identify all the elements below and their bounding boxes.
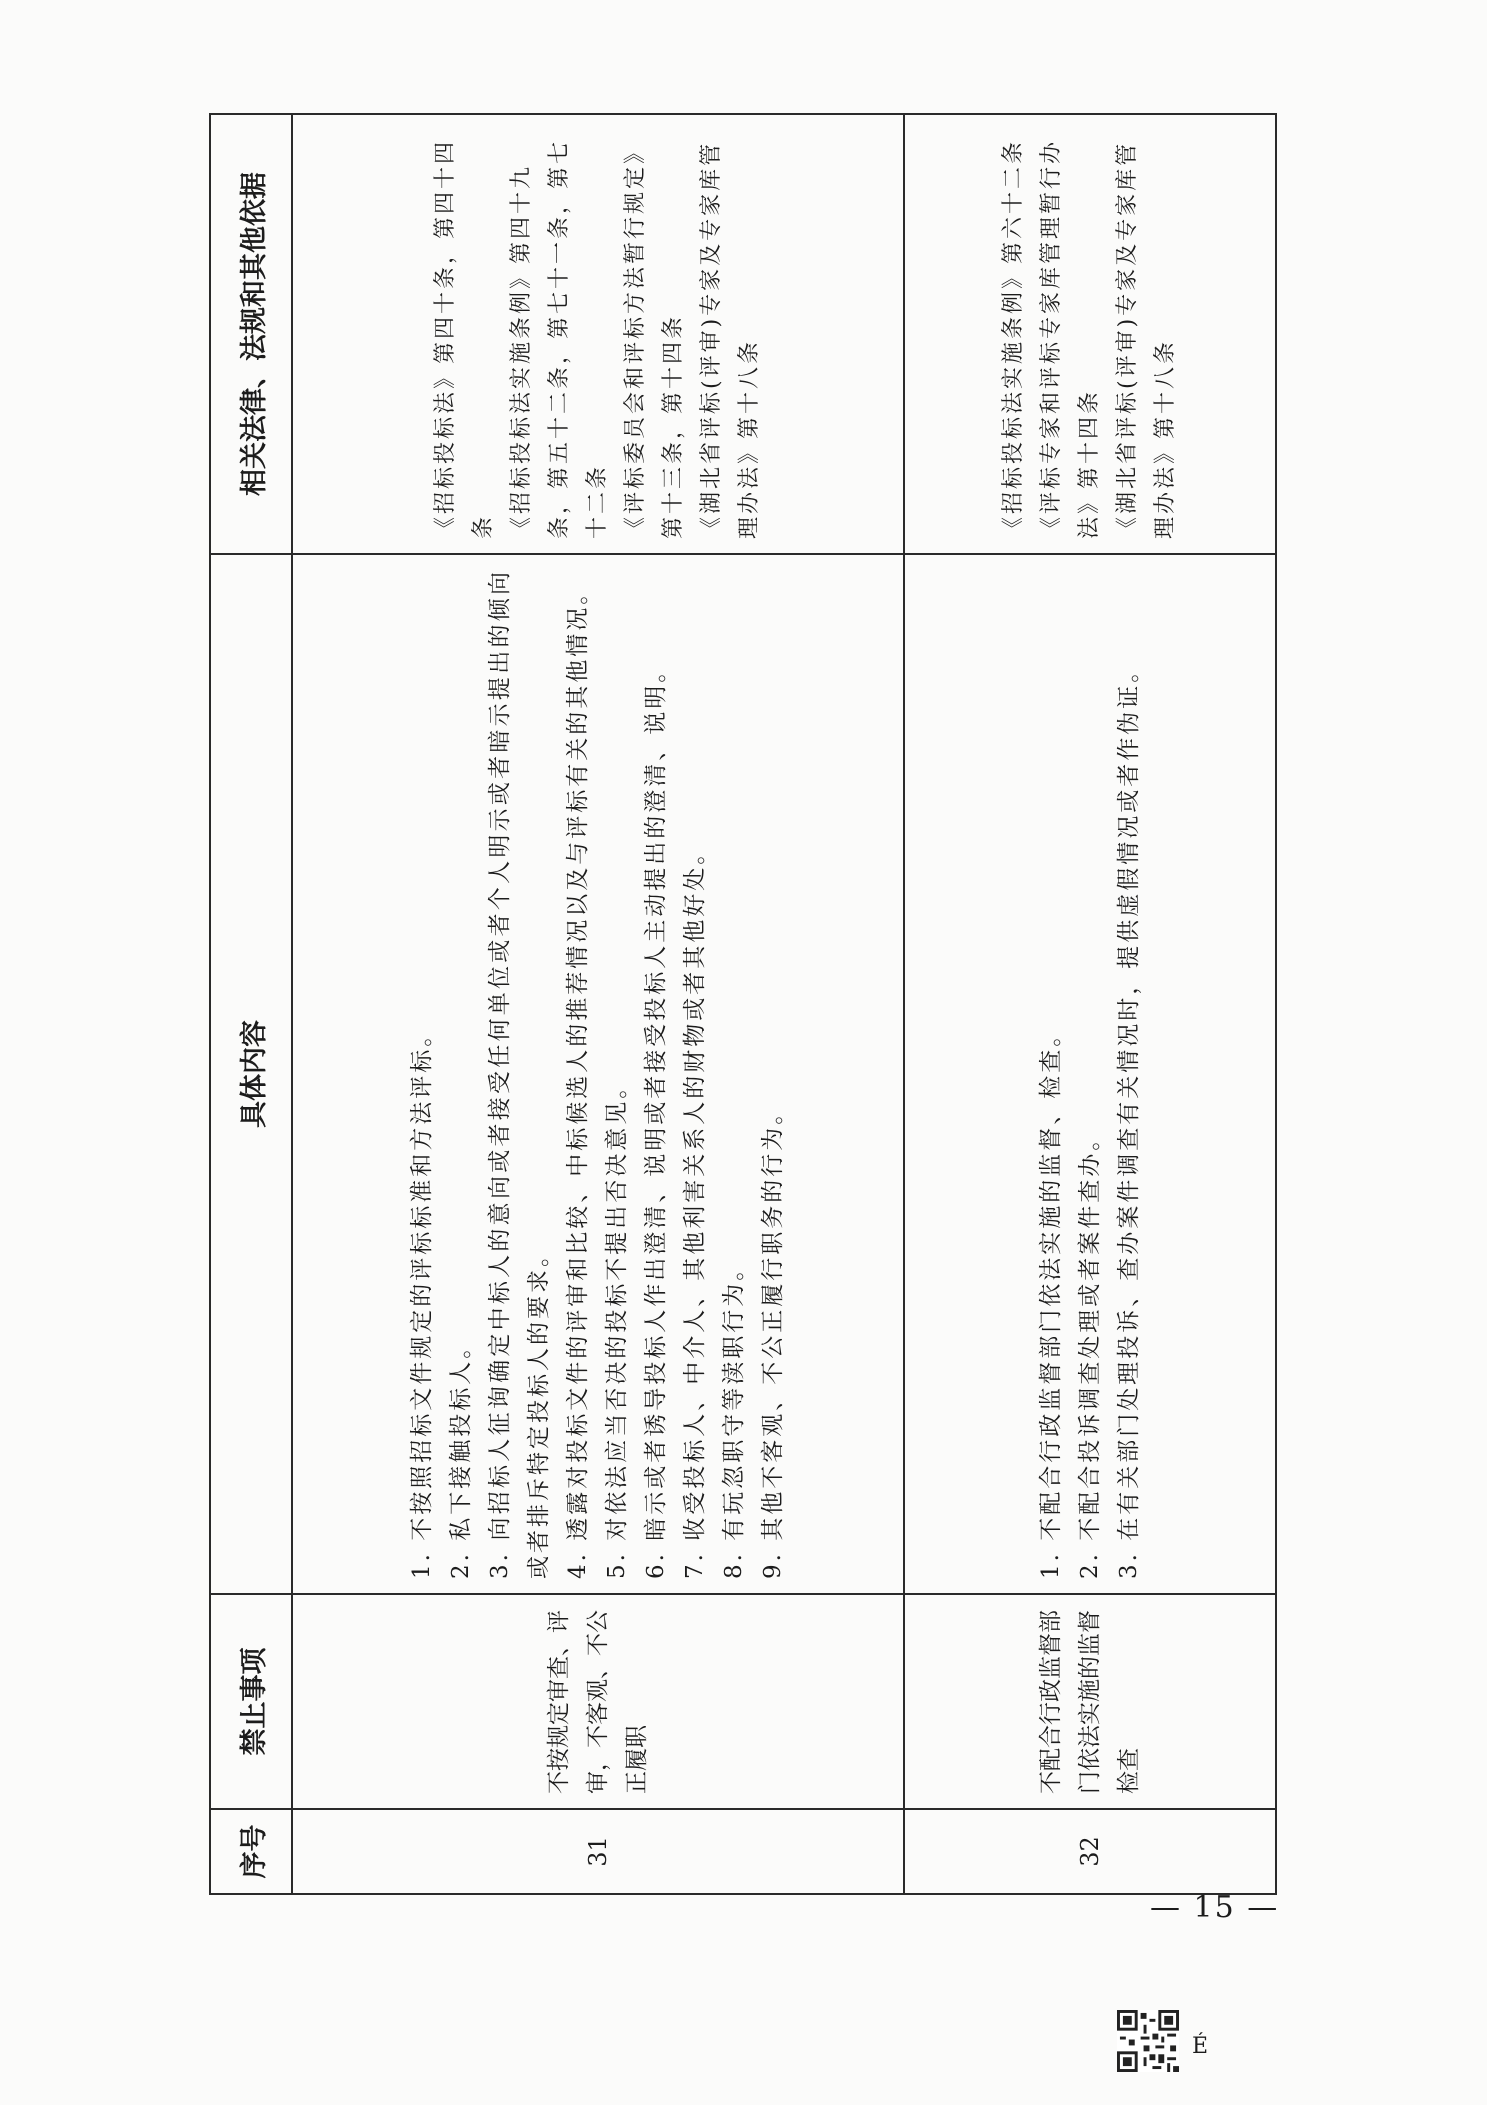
law-list (995, 129, 1185, 539)
row-item: 不按规定审查、评审，不客观、不公正履职 (292, 1594, 904, 1809)
page-number: — 15 — (1150, 1890, 1280, 1925)
table-row (292, 114, 904, 1894)
table-row (904, 114, 1276, 1894)
row-no: 32 (904, 1809, 1276, 1894)
law-item: 《评标委员会和评标方法暂行规定》第十三条，第十四条 (623, 138, 686, 539)
law-list (427, 129, 769, 539)
law-item: 《湖北省评标(评审)专家及专家库管理办法》第十八条 (699, 140, 762, 539)
content-list (403, 569, 793, 1579)
content-list (1032, 569, 1149, 1579)
law-item: 《招标投标法实施条例》第四十九条，第五十二条，第七十一条，第七十二条 (509, 138, 610, 539)
content-item: 9. 其他不客观、不公正履行职务的行为。 (760, 1098, 786, 1579)
content-item: 2. 私下接触投标人。 (448, 1332, 474, 1579)
row-content (292, 554, 904, 1594)
content-item: 1. 不配合行政监督部门依法实施的监督、检查。 (1037, 1020, 1064, 1579)
content-item: 4. 透露对投标文件的评审和比较、中标候选人的推荐情况以及与评标有关的其他情况。 (565, 578, 591, 1579)
content-item: 6. 暗示或者诱导投标人作出澄清、说明或者接受投标人主动提出的澄清、说明。 (643, 656, 669, 1579)
law-item: 《招标投标法》第四十条，第四十四条 (433, 138, 496, 539)
header-item: 禁止事项 (210, 1594, 292, 1809)
row-content (904, 554, 1276, 1594)
row-law (904, 114, 1276, 554)
content-item: 8. 有玩忽职守等渎职行为。 (721, 1254, 747, 1579)
content-item: 1. 不按照招标文件规定的评标标准和方法评标。 (409, 1020, 435, 1579)
header-no: 序号 (210, 1809, 292, 1894)
header-law: 相关法律、法规和其他依据 (210, 114, 292, 554)
content-item: 3. 在有关部门处理投诉、查办案件调查有关情况时，提供虚假情况或者作伪证。 (1115, 656, 1142, 1579)
prohibited-items-table (209, 113, 1277, 1895)
law-item: 《评标专家和评标专家库管理暂行办法》第十四条 (1039, 138, 1102, 539)
table-header-row (210, 114, 292, 1894)
qr-code-icon (1117, 2010, 1179, 2072)
row-item: 不配合行政监督部门依法实施的监督检查 (904, 1594, 1276, 1809)
content-item: 2. 不配合投诉调查处理或者案件查办。 (1076, 1124, 1103, 1579)
law-item: 《招标投标法实施条例》第六十二条 (1001, 138, 1026, 539)
rotated-page (209, 115, 1269, 1895)
law-item: 《湖北省评标(评审)专家及专家库管理办法》第十八条 (1115, 140, 1178, 539)
row-no: 31 (292, 1809, 904, 1894)
content-item: 7. 收受投标人、中介人、其他利害关系人的财物或者其他好处。 (682, 838, 708, 1579)
scan-mark: É (1192, 2034, 1209, 2059)
row-law (292, 114, 904, 554)
content-item: 5. 对依法应当否决的投标不提出否决意见。 (604, 1072, 630, 1579)
content-item: 3. 向招标人征询确定中标人的意向或者接受任何单位或者个人明示或者暗示提出的倾向或者排斥特定投标人的要求。 (487, 569, 552, 1579)
header-content: 具体内容 (210, 554, 292, 1594)
